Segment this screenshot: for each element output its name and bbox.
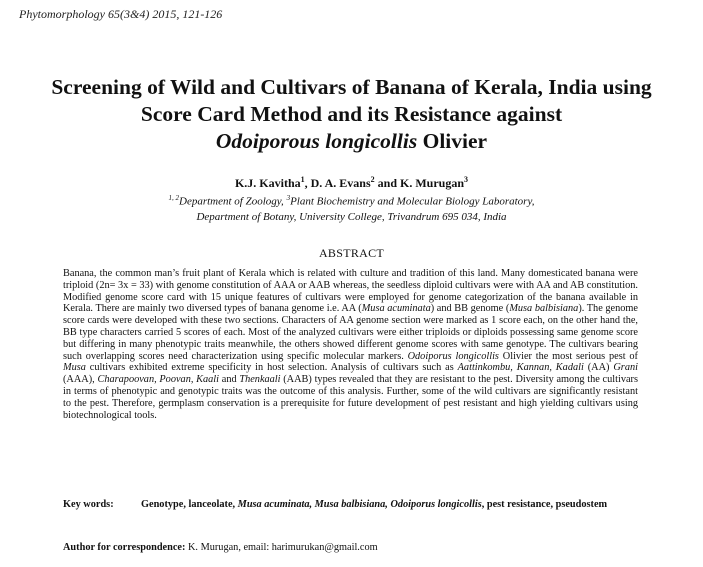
affil-dept-zoology: Department of Zoology, (179, 195, 287, 208)
affil-sup-3: 3 (286, 194, 291, 202)
keywords-text (141, 498, 638, 511)
abstract-italic: Musa balbisiana (509, 303, 579, 315)
abstract-italic: Aattinkombu, Kannan, Kadali (457, 362, 584, 374)
correspondence-text: K. Murugan, email: harimurukan@gmail.com (185, 542, 378, 553)
abstract-italic: Charapoovan, Poovan, Kaali (97, 374, 220, 386)
affiliation (0, 191, 703, 225)
keywords-label: Key words: (63, 499, 114, 510)
affil-lab: Plant Biochemistry and Molecular Biology Laboratory, (290, 195, 535, 208)
abstract-text: Olivier the most serious pest of (498, 350, 638, 362)
title-species: Odoiporous longicollis (215, 129, 418, 153)
correspondence (63, 542, 378, 553)
affil-sup-12: 1, 2 (168, 194, 179, 202)
affiliation-line-1 (0, 191, 703, 210)
abstract-text: cultivars exhibited extreme specificity in host selection. Analysis of cultivars such as (85, 362, 458, 374)
keywords (63, 498, 638, 511)
author-3-sup: 3 (464, 175, 469, 184)
abstract-italic: Odoiporus longicollis (407, 350, 499, 362)
title-line-1: Screening of Wild and Cultivars of Banana of Kerala, India using (51, 75, 652, 99)
abstract-text: ) and BB genome ( (430, 303, 510, 315)
abstract-italic: Musa (63, 362, 86, 374)
title-species-author: Olivier (417, 129, 488, 153)
abstract-text: ). The genome score cards were developed with these two sections. Characters of AA genome section were marked as 1 score each, on the other hand the, BB type characters carried 5 scores of each. Most of the analyzed cultivars were either triploids or diploids possessing same genome score but differing in many phenotypic traits meanwhile, the others showed different genome scores with same genotype. The cultivars bearing such overlapping scores need characterization using specific molecular markers. (63, 303, 638, 362)
abstract-italic: Musa acuminata (361, 303, 431, 315)
author-2: D. A. Evans (310, 176, 371, 190)
author-list (0, 175, 703, 191)
abstract-body (63, 268, 638, 421)
keywords-plain-end: , pest resistance, pseudostem (481, 499, 608, 510)
author-3: K. Murugan (400, 176, 465, 190)
author-1-sup: 1 (300, 175, 305, 184)
title-line-2: Score Card Method and its Resistance against (140, 102, 563, 126)
abstract-text: (AA) (583, 362, 614, 374)
journal-citation: Phytomorphology 65(3&4) 2015, 121-126 (19, 7, 223, 21)
author-sep-1: , (304, 176, 311, 190)
author-2-sup: 2 (370, 175, 375, 184)
correspondence-label: Author for correspondence: (63, 542, 186, 553)
title-line-3 (0, 128, 703, 155)
abstract-italic: Thenkaali (239, 374, 281, 386)
abstract-text: (AAA), (63, 374, 98, 386)
keywords-species: Musa acuminata, Musa balbisiana, Odoiporus longicollis (237, 499, 482, 510)
affiliation-line-2: Department of Botany, University College, Trivandrum 695 034, India (196, 210, 507, 223)
keywords-plain: Genotype, lanceolate, (141, 499, 238, 510)
abstract-text: (AAB) types revealed that they are resistant to the pest. Diversity among the cultivars in terms of phenotypic and genotypic traits was the outcome of this analysis. Further, some of the wild cultivars are significantly resistant to the pest. Therefore, germplasm conservation is a prerequisite for future development of pest resistant and high yielding cultivars using biotechnological tools. (63, 374, 638, 421)
abstract-text: and (219, 374, 240, 386)
abstract-heading: ABSTRACT (318, 246, 385, 260)
abstract-italic: Grani (613, 362, 638, 374)
author-sep-2: and (374, 176, 401, 190)
abstract-text: Banana, the common man’s fruit plant of Kerala which is related with culture and tradition of this land. Many domesticated banana were triploid (2n= 3x = 33) with genome constitution of AAA or AAB whereas, the seedless diploid cultivars were with AA and AB constitution. Modified genome score card with 15 unique features of cultivars were employed for genome categorization of the banana available in Kerala. There are mainly two diversed types of banana genome i.e. AA ( (63, 268, 638, 315)
paper-title (0, 74, 703, 155)
author-1: K.J. Kavitha (234, 176, 301, 190)
